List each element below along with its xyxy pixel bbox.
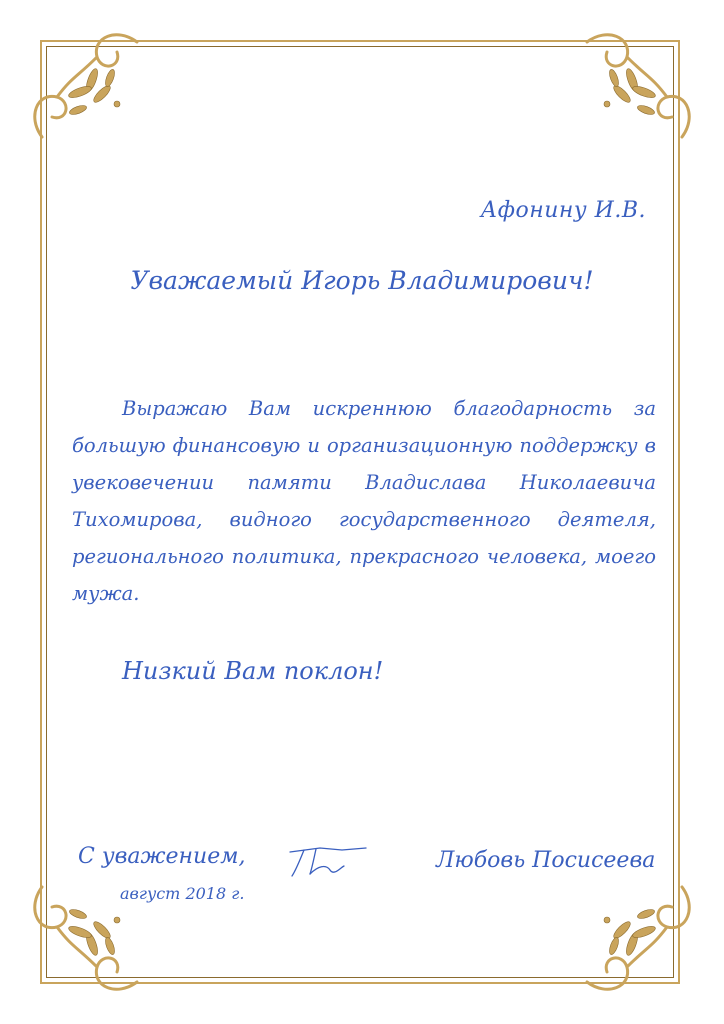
regards: С уважением, [78, 844, 246, 869]
letter-body [72, 390, 656, 612]
ornament-corner-top-left [22, 22, 152, 152]
letter-body-text: Выражаю Вам искреннюю благодарность за большую финансовую и организационную поддержку в увековечении памяти Владислава Николаевича Тихомирова, видного государственного деятеля, регионального политика, прекрасного человека, моего мужа. [72, 397, 656, 605]
signer-name: Любовь Посисеева [436, 848, 656, 873]
closing-phrase: Низкий Вам поклон! [122, 657, 384, 685]
ornament-corner-bottom-right [572, 872, 702, 1002]
addressee: Афонину И.В. [480, 198, 646, 223]
handwritten-signature [282, 838, 372, 882]
salutation: Уважаемый Игорь Владимирович! [130, 266, 594, 295]
letter-date: август 2018 г. [120, 884, 245, 903]
ornament-corner-top-right [572, 22, 702, 152]
